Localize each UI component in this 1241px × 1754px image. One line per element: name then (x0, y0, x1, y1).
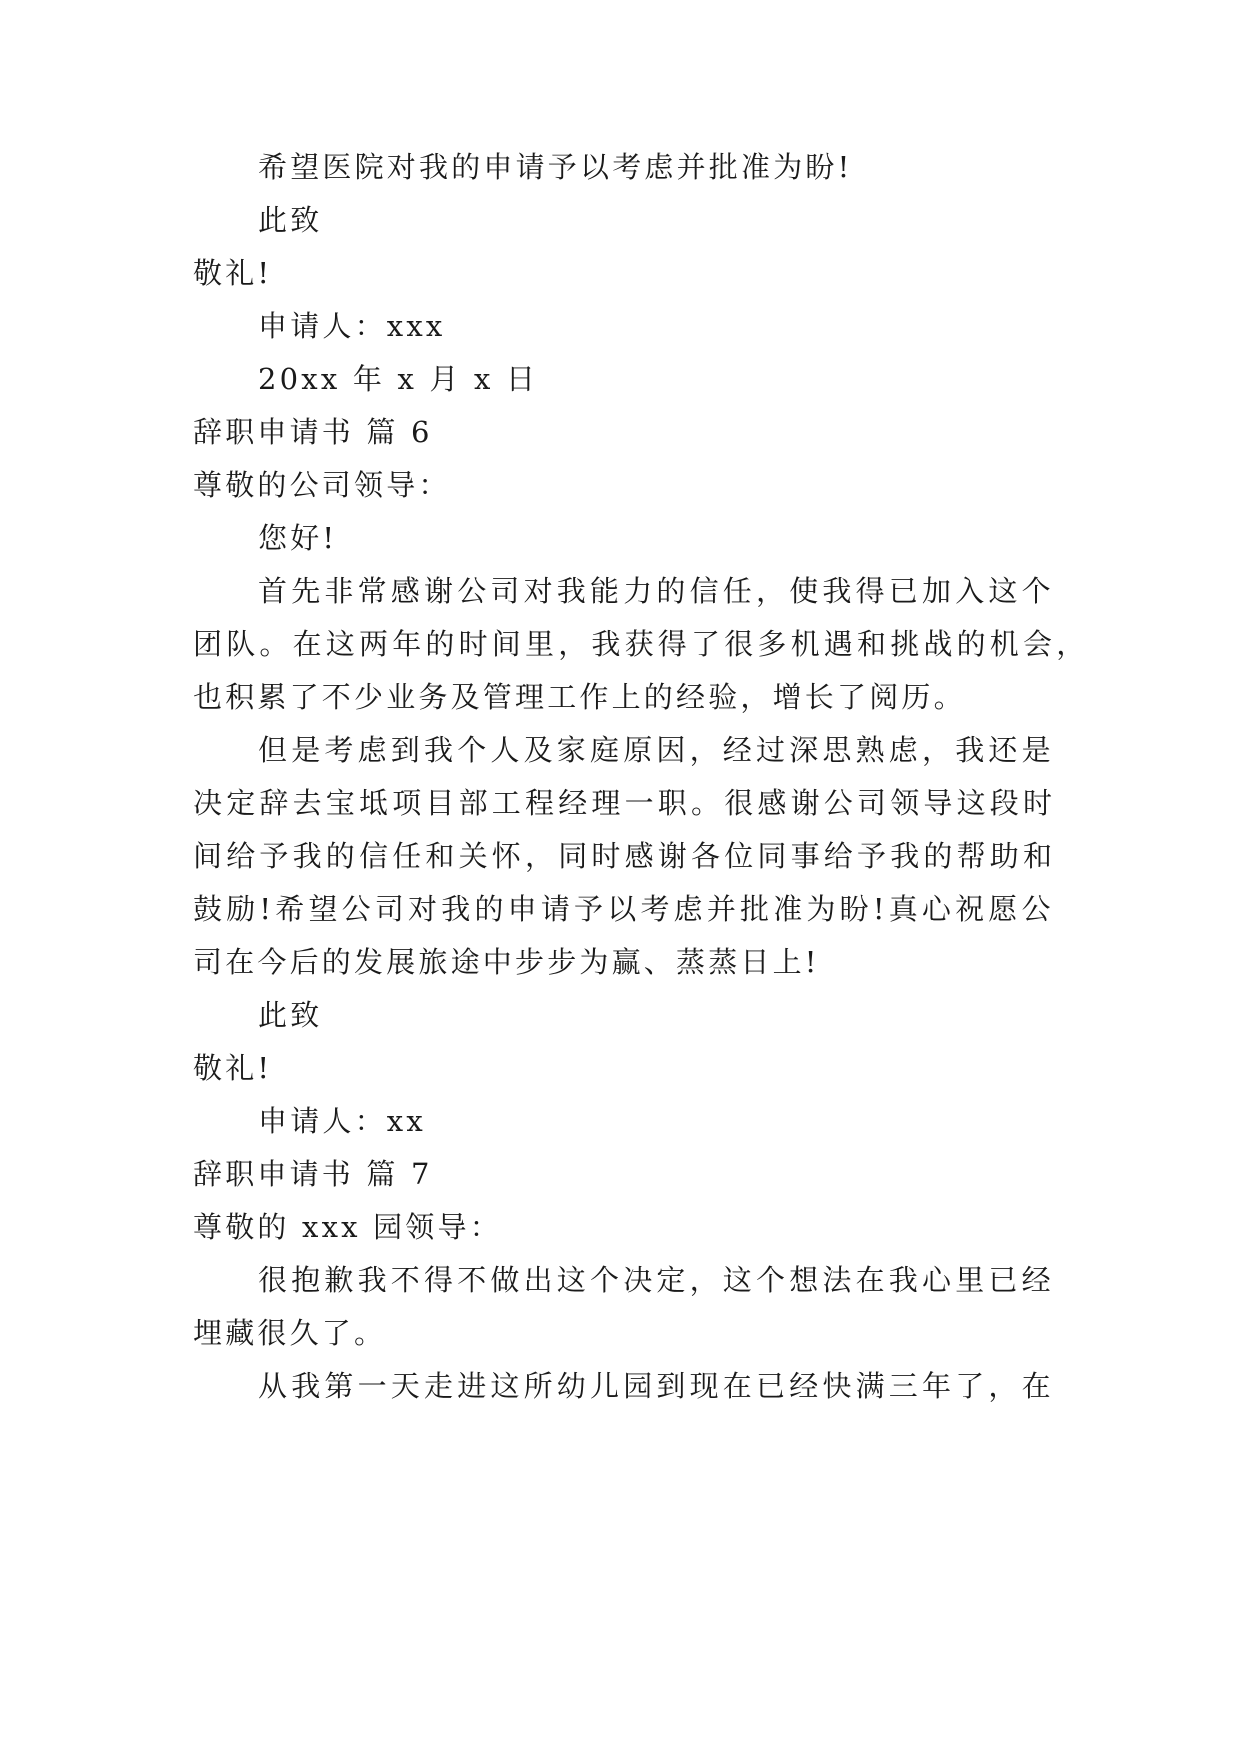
paragraph-line: 从我第一天走进这所幼儿园到现在已经快满三年了，在 (258, 1369, 1055, 1403)
closing-salutation: 此致 (258, 998, 323, 1032)
letter-greeting: 尊敬的公司领导： (193, 468, 451, 502)
paragraph-line: 首先非常感谢公司对我能力的信任，使我得已加入这个 (258, 574, 1055, 608)
paragraph-line: 埋藏很久了。 (193, 1316, 387, 1350)
paragraph-line: 希望医院对我的申请予以考虑并批准为盼! (258, 150, 853, 184)
paragraph-line: 决定辞去宝坻项目部工程经理一职。很感谢公司领导这段时 (193, 786, 1057, 820)
greeting-hello: 您好! (258, 521, 338, 555)
section-heading: 辞职申请书 篇 7 (193, 1157, 433, 1191)
paragraph-line: 司在今后的发展旅途中步步为赢、蒸蒸日上! (193, 945, 820, 979)
paragraph-line: 很抱歉我不得不做出这个决定，这个想法在我心里已经 (258, 1263, 1055, 1297)
applicant-signature: 申请人：xxx (258, 309, 446, 343)
letter-greeting: 尊敬的 xxx 园领导： (193, 1210, 502, 1244)
closing-regards: 敬礼! (193, 1051, 273, 1085)
date-line: 20xx 年 x 月 x 日 (258, 362, 539, 396)
paragraph-line: 但是考虑到我个人及家庭原因，经过深思熟虑，我还是 (258, 733, 1055, 767)
applicant-signature: 申请人：xx (258, 1104, 426, 1138)
section-heading: 辞职申请书 篇 6 (193, 415, 433, 449)
closing-salutation: 此致 (258, 203, 323, 237)
paragraph-line: 也积累了不少业务及管理工作上的经验，增长了阅历。 (193, 680, 966, 714)
closing-regards: 敬礼! (193, 256, 273, 290)
paragraph-line: 间给予我的信任和关怀，同时感谢各位同事给予我的帮助和 (193, 839, 1057, 873)
paragraph-line: 团队。在这两年的时间里，我获得了很多机遇和挑战的机会， (193, 627, 1090, 661)
paragraph-line: 鼓励!希望公司对我的申请予以考虑并批准为盼!真心祝愿公 (193, 892, 1055, 926)
